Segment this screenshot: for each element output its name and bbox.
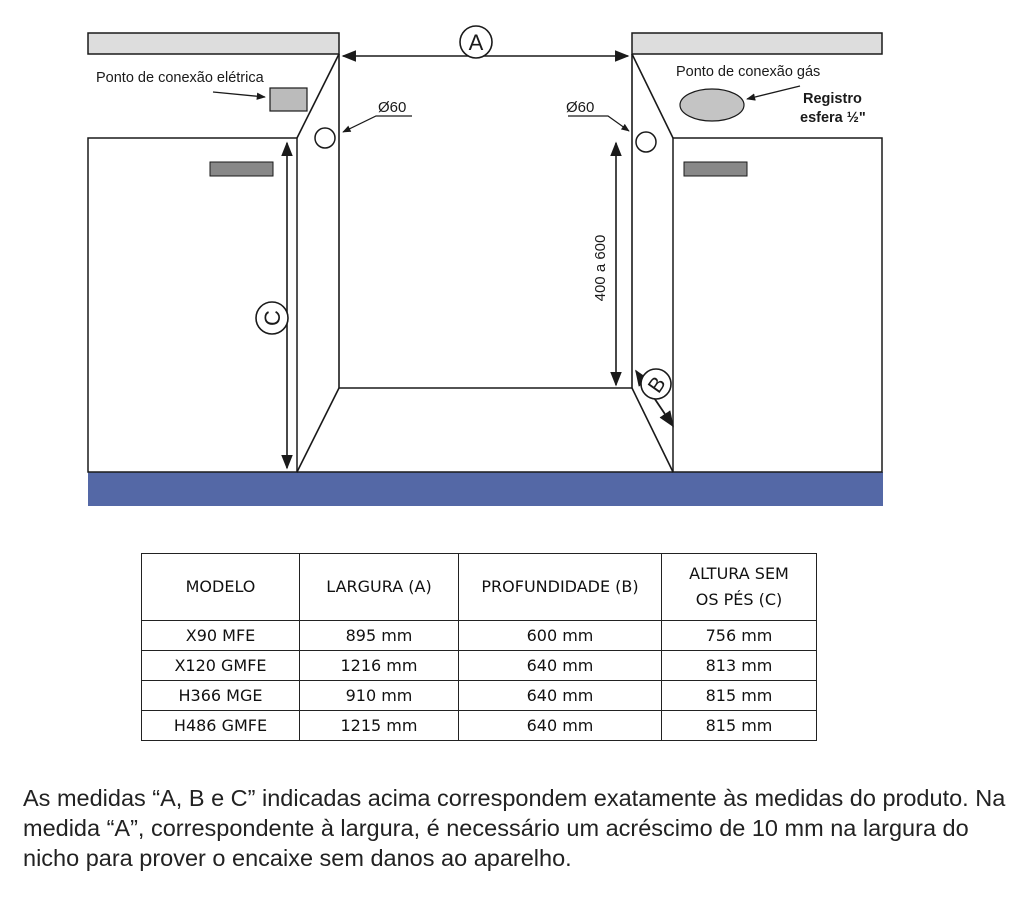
diameter-leader-right bbox=[568, 116, 629, 131]
header-height-line2: OS PÉS (C) bbox=[695, 590, 783, 609]
gas-point-label: Ponto de conexão gás bbox=[676, 64, 821, 80]
cell-model: X90 MFE bbox=[142, 621, 300, 651]
cell-model: H366 MGE bbox=[142, 681, 300, 711]
table-row bbox=[142, 651, 817, 681]
table-header-row bbox=[142, 554, 817, 621]
header-width: LARGURA (A) bbox=[300, 554, 459, 621]
cell-depth: 640 mm bbox=[459, 681, 662, 711]
cell-height: 813 mm bbox=[662, 651, 817, 681]
cell-model: H486 GMFE bbox=[142, 711, 300, 741]
gas-valve-label-line2: esfera ½" bbox=[800, 110, 866, 126]
cell-width: 1215 mm bbox=[300, 711, 459, 741]
pipe-hole-left bbox=[315, 128, 335, 148]
installation-note: As medidas “A, B e C” indicadas acima correspondem exatamente às medidas do produto. Na medida “A”, correspondente à largura, é necessário um acréscimo de 10 mm na largura do nicho para prover o encaixe sem danos ao aparelho. bbox=[23, 785, 1006, 871]
cell-model: X120 GMFE bbox=[142, 651, 300, 681]
electrical-box bbox=[270, 88, 307, 111]
gas-valve-label-line1: Registro bbox=[803, 91, 862, 107]
countertop-right bbox=[632, 33, 882, 54]
pipe-hole-right bbox=[636, 132, 656, 152]
diameter-label-right: Ø60 bbox=[566, 99, 595, 116]
table-row bbox=[142, 621, 817, 651]
cabinet-right bbox=[673, 138, 882, 472]
diameter-label-left: Ø60 bbox=[378, 99, 407, 116]
dimensions-table bbox=[141, 553, 817, 741]
cell-height: 756 mm bbox=[662, 621, 817, 651]
height-range-label: 400 a 600 bbox=[592, 234, 609, 302]
cell-height: 815 mm bbox=[662, 681, 817, 711]
header-model: MODELO bbox=[142, 554, 300, 621]
diameter-leader-left bbox=[343, 116, 412, 132]
table-row bbox=[142, 711, 817, 741]
dimension-c-letter: C bbox=[260, 310, 285, 326]
cell-width: 910 mm bbox=[300, 681, 459, 711]
cell-depth: 640 mm bbox=[459, 711, 662, 741]
cell-width: 895 mm bbox=[300, 621, 459, 651]
cell-width: 1216 mm bbox=[300, 651, 459, 681]
dimension-b-letter: B bbox=[643, 372, 671, 398]
cell-depth: 640 mm bbox=[459, 651, 662, 681]
gas-point bbox=[680, 89, 744, 121]
cabinet-handle-left bbox=[210, 162, 273, 176]
electrical-point-arrow bbox=[213, 92, 265, 97]
floor-strip bbox=[88, 472, 883, 506]
gas-point-arrow bbox=[747, 86, 800, 99]
table-row bbox=[142, 681, 817, 711]
header-height-line1: ALTURA SEM bbox=[689, 564, 789, 583]
cell-height: 815 mm bbox=[662, 711, 817, 741]
countertop-left bbox=[88, 33, 339, 54]
cell-depth: 600 mm bbox=[459, 621, 662, 651]
header-depth: PROFUNDIDADE (B) bbox=[459, 554, 662, 621]
cabinet-handle-right bbox=[684, 162, 747, 176]
dimension-a-letter: A bbox=[468, 30, 484, 55]
header-height bbox=[662, 554, 817, 621]
electrical-point-label: Ponto de conexão elétrica bbox=[96, 70, 264, 86]
